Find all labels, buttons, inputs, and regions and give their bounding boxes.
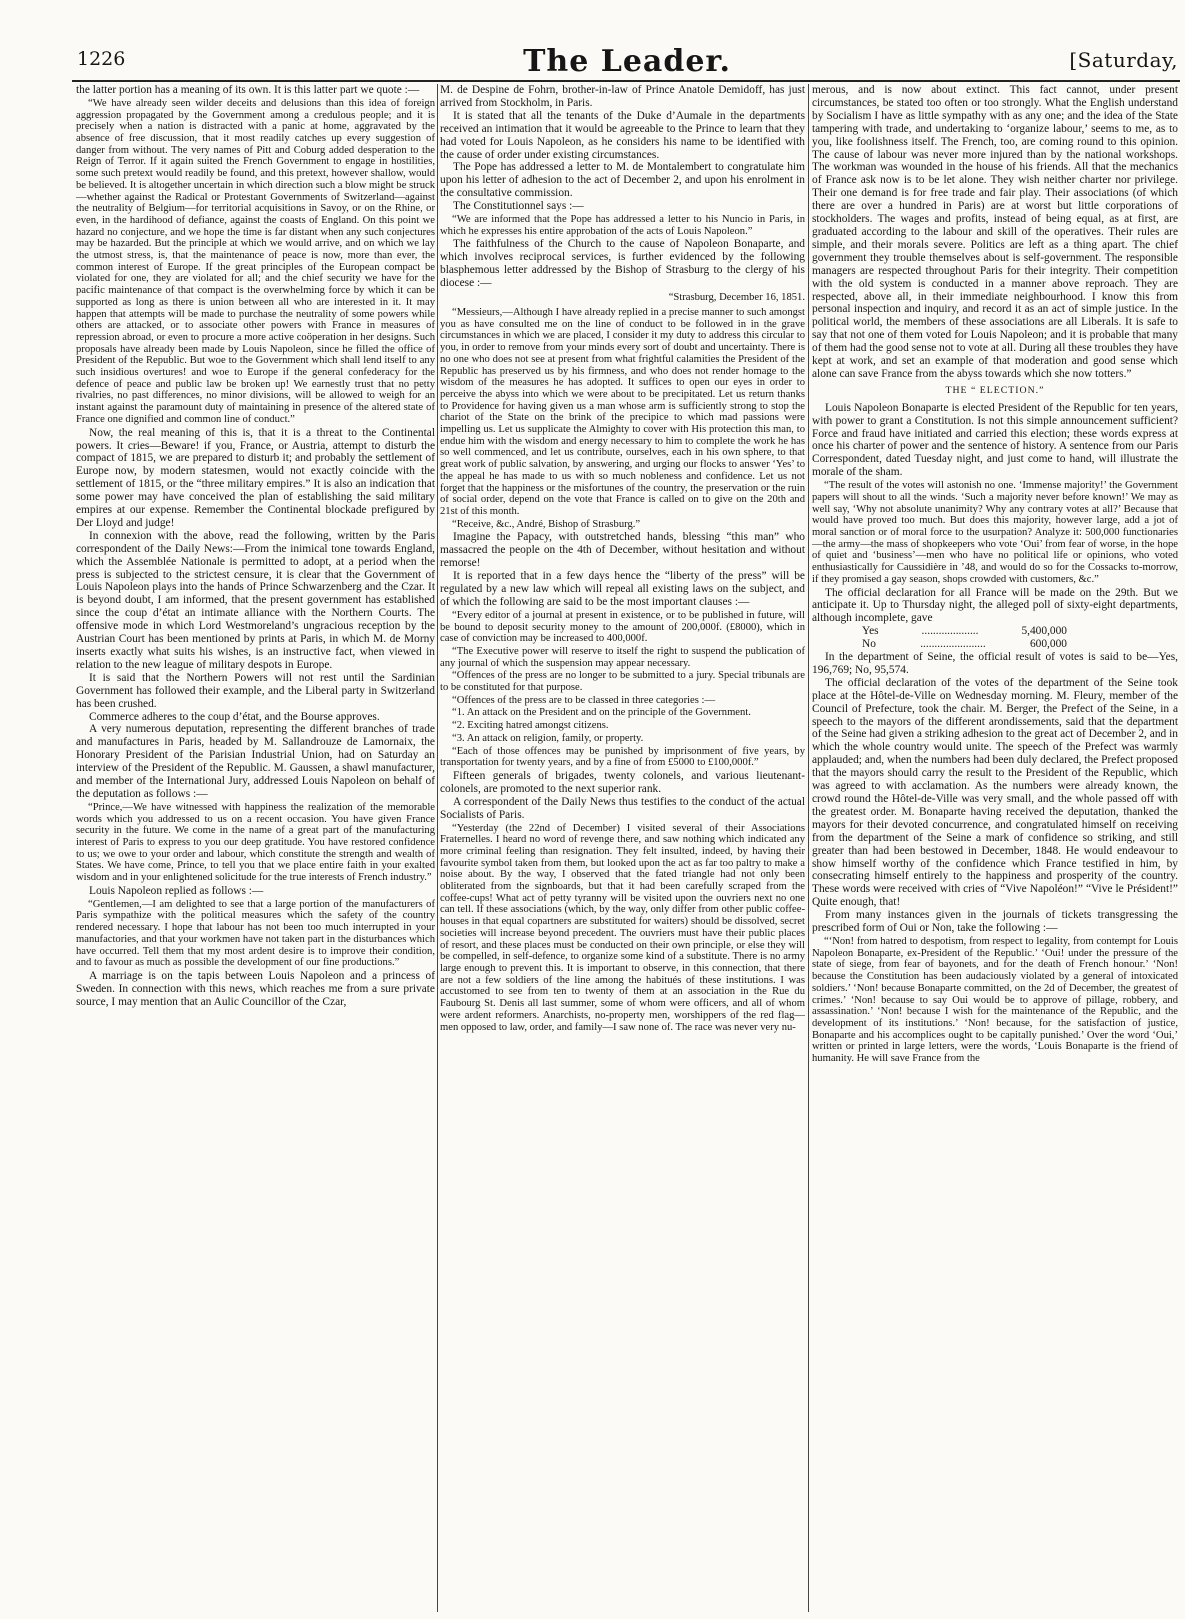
paragraph: In connexion with the above, read the following, written by the Paris correspondent of the Daily News:—From the inimical tone towards England, which the Assemblée Nationale is permitted to adopt, at a period when the press is subjected to the strictest censure, it is clear that the Government of Louis Napoleon plays into the hands of Prince Schwarzenberg and the Czar. It is beyond doubt, I am informed, that the present government has established since the coup d’état an intimate alliance with the Northern Courts. The offensive mode in which Lord Westmoreland’s ungracious reception by the Austrian Court has been mentioned by prints at Paris, in which M. de Morny inserts exactly what suits his wishes, is an instructive fact, when viewed in relation to the new league of military despots in Europe. [76,529,435,671]
paragraph: Now, the real meaning of this is, that it is a threat to the Continental powers. It cries—Beware! if you, France, or Austria, attempt to disturb the compact of 1815, we are prepared to disturb it; and probably the settlement of Europe now, by modern statesmen, would not exactly coincide with the settlement of 1815, or the “three military empires.” It is also an indication that some power may have conceived the plan of establishing the said military empires at our expense. Remember the Continental blockade prefigured by Der Lloyd and judge! [76,426,435,529]
masthead-title: The Leader. [523,44,731,79]
vote-row [862,625,1067,638]
quoted-text: “2. Exciting hatred amongst citizens. [452,720,609,732]
vote-value: 600,000 [1029,638,1067,651]
header-day: [Saturday, [1069,48,1178,72]
vote-value: 5,400,000 [1021,625,1067,638]
quoted-text: “‘Non! from hatred to despotism, from respect to legality, from contempt for Louis Napoleon Bonaparte, ex-President of the Republic.’ ‘Oui! under the pressure of the state of siege, from fear of bayonets, and for the death of French honour.’ ‘Non! because the Constitution has been audaciously violated by a general of intoxicated soldiers.’ ‘Non! because Bonaparte committed, on the 2d of December, the greatest of crimes.’ ‘Non! because to say Oui would be to approve of pillage, robbery, and assassination.’ ‘Non! because I wish for the maintenance of the Republic, and the development of its institutions.’ ‘Non! because, for the satisfaction of justice, Bonaparte and his accomplices ought to be capitally punished.’ Over the word ‘Oui,’ written or printed in large letters, were the words, ‘Louis Bonaparte is the friend of humanity. He will save France from the [812,935,1178,1065]
column-divider [808,84,809,1612]
paragraph: Fifteen generals of brigades, twenty colonels, and various lieutenant-colonels, are promoted to the next superior rank. [440,769,805,795]
paragraph: It is stated that all the tenants of the Duke d’Aumale in the departments received an intimation that it would be agreeable to the Prince to learn that they had voted for Louis Napoleon, as he considers his name to be identified with the cause of order under existing circumstances. [440,109,805,161]
quoted-text: “We are informed that the Pope has addressed a letter to his Nuncio in Paris, in which he expresses his entire approbation of the acts of Louis Napoleon.” [440,214,805,237]
quoted-text: “Gentlemen,—I am delighted to see that a large portion of the manufacturers of Paris sympathize with the political measures which the safety of the country rendered necessary. I hope that labour has not been too much interrupted in your manufactories, and that your workmen have not taken part in the disturbances which have occurred. Tell them that my most ardent desire is to improve their condition, and to favour as much as possible the development of our fine productions.” [76,898,435,969]
page-number: 1226 [77,48,126,70]
quoted-text: “Offences of the press are no longer to be submitted to a jury. Special tribunals are to be constituted for that purpose. [440,670,805,694]
quoted-text: “The Executive power will reserve to itself the right to suspend the publication of any journal of which the suspension may appear necessary. [440,645,805,669]
vote-label: Yes [862,625,879,638]
quoted-text: “Yesterday (the 22nd of December) I visited several of their Associations Fraternelles. I heard no word of revenge there, and saw nothing which indicated any more criminal feeling than resignation. They felt insulted, indeed, by having their favourite symbol taken from them, but looked upon the act as far too paltry to make a noise about. By the way, I observed that the fated triangle had not only been obliterated from the signboards, but that it had been carefully scraped from the coffee-cups! What act of petty tyranny will be visited upon the ouvriers next no one can tell. If these associations (which, by the way, only differ from other public coffee-houses in that equal copartners are substituted for waiters) should be dissolved, secret societies will increase beyond precedent. The ouvriers must have their public places of resort, and these places must be conducted on their own principle, or else they will be compelled, in self-defence, to organize some kind of a substitute. There is no army large enough to prevent this. It is important to observe, in this connection, that there are not a few soldiers of the line among the habitués of these institutions. I was accustomed to see from ten to twenty of them at an association in the Rue du Faubourg St. Denis all last summer, some of whom were officers, and all of whom were ardent reformers. Anarchists, no-property men, worshippers of the red flag—men opposed to law, order, and family—I saw none of. The race was never very nu- [440,822,805,1033]
quoted-text: “Prince,—We have witnessed with happiness the realization of the memorable words which you addressed to us on a recent occasion. You have given France security in the future. We come in the name of a great part of the manufacturing interest of Paris to express to you our deep gratitude. You have restored confidence to us; we owe to your order and labour, which constitute the strength and wealth of States. We have come, Prince, to tell you that we place entire faith in your exalted wisdom and in your enlightened solicitude for the true interests of French industry.” [76,801,435,884]
paragraph: From many instances given in the journals of tickets transgressing the prescribed form of Oui or Non, take the following :— [812,909,1178,935]
quoted-text: “Every editor of a journal at present in existence, or to be published in future, will be bound to deposit security money to the amount of 200,000f. (£8000), which in case of conviction may be increased to 400,000f. [440,609,805,645]
paragraph: The faithfulness of the Church to the cause of Napoleon Bonaparte, and which involves reciprocal services, is further evidenced by the following blasphemous letter addressed by the Bishop of Strasburg to the clergy of his diocese :— [440,238,805,290]
paragraph: A very numerous deputation, representing the different branches of trade and manufactures in Paris, headed by M. Sallandrouze de Lamornaix, the Honorary President of the Parisian Industrial Union, had on Saturday an interview of the President of the Republic. M. Gaussen, a shawl manufacturer, and member of the International Jury, addressed Louis Napoleon on behalf of the deputation as follows :— [76,723,435,800]
dateline: “Strasburg, December 16, 1851. [668,292,805,304]
paragraph: Commerce adheres to the coup d’état, and the Bourse approves. [89,710,380,723]
paragraph: The official declaration for all France will be made on the 29th. But we anticipate it. Up to Thursday night, the alleged poll of sixty-eight departments, although incomplete, gave [812,586,1178,625]
quoted-text: “Each of those offences may be punished by imprisonment of five years, by transportation for twenty years, and by a fine of from £5000 to £100,000f.” [440,745,805,769]
column-3 [812,84,1178,1614]
paragraph: The Pope has addressed a letter to M. de Montalembert to congratulate him upon his letter of adhesion to the act of December 2, and upon his enrolment in the consultative commission. [440,161,805,200]
paragraph: A marriage is on the tapis between Louis Napoleon and a princess of Sweden. In connection with this news, which reaches me from a sure private source, I may mention that an Aulic Councillor of the Czar, [76,969,435,1008]
paragraph: Louis Napoleon Bonaparte is elected President of the Republic for ten years, with power to grant a Constitution. Is not this simple announcement sufficient? Force and fraud have initiated and carried this election; these words express at once his charter of power and the sentence of history. A sentence from our Paris Correspondent, dated Tuesday night, and just come to hand, will illustrate the morale of the sham. [812,401,1178,479]
vote-dots: .................... [921,625,979,638]
paragraph: It is said that the Northern Powers will not rest until the Sardinian Government has followed their example, and the Liberal party in Switzerland has been crushed. [76,671,435,710]
column-divider [437,84,438,1612]
paragraph: merous, and is now about extinct. This fact cannot, under present circumstances, be stated too often or too strongly. What the English understand by Socialism I have as little sympathy with as any one; and the idea of the State tampering with trade, and undertaking to ‘organize labour,’ seems to me, as to you, like foolishness itself. The French, too, are coming round to this opinion. The cause of labour was never more injured than by the national workshops. The workman was wounded in the house of his friends. All that the mechanics of France ask now is to be let alone. They wish neither charter nor privilege. Their one demand is for free trade and fair play. Their associations (of which there are over a hundred in Paris) are at worst but little corporations of stockholders. The wages and profits, instead of being equal, as at first, are graduated according to the labour and skill of the operatives. Their rules are simple, and their morals severe. Politics are left as a thing apart. The chief government they trouble themselves about is self-government. The responsible managers are respected throughout Paris for their integrity. Their competition with the old system is conducted in a manner above reproach. They are respected, above all, in their immediate neighbourhood. I know this from personal inspection and inquiry, and record it as an act of simple justice. In the political world, the members of these associations are all Liberals. It is safe to say that not one of them voted for Louis Napoleon; and it is probable that many of them had the good sense not to vote at all. During all these troubles they have kept at work, and set an example of that moderation and good sense which alone can save France from the abyss towards which she now totters.” [812,84,1178,380]
paragraph: A correspondent of the Daily News thus testifies to the conduct of the actual Socialists of Paris. [440,795,805,821]
paragraph: Louis Napoleon replied as follows :— [89,884,264,897]
quoted-text: “The result of the votes will astonish no one. ‘Immense majority!’ the Government papers will shout to all the winds. ‘Such a majority never before known!’ We may as well say, ‘Why not absolute unanimity? Why any contrary votes at all?’ Because that would have proved too much. But does this majority, however large, add a jot of moral sanction or of moral force to the usurpation? Analyze it: 500,000 functionaries—the army—the mass of shopkeepers who vote ‘Oui’ from fear of worse, in the hope of quiet and ‘business’—men who have no political life or opinions, who voted enthusiastically for Caussidière in ’48, and would do so for the Cossacks to-morrow, if they promised a gay season, shops crowded with customers, &c.” [812,480,1178,585]
quoted-text: “Receive, &c., André, Bishop of Strasburg.” [452,518,641,530]
paragraph: In the department of Seine, the official result of votes is said to be—Yes, 196,769; No, 95,574. [812,651,1178,676]
paragraph: The Constitutionnel says :— [453,200,584,213]
paragraph: The official declaration of the votes of the department of the Seine took place at the Hôtel-de-Ville on Wednesday morning. M. Fleury, member of the Council of Prefecture, took the chair. M. Berger, the Prefect of the Seine, in a speech to the mayors of the different arondissements, said that the department of the Seine had given a striking adhesion to the great act of December 2, and in which the whole country would unite. The speech of the Prefect was warmly applauded; and, when the numbers had been duly declared, the Prefect proposed that the mayors should carry the result to the President of the Republic, which was agreed to with acclamation. As the numbers were already known, the crowd round the Hôtel-de-Ville was very small, and the whole passed off with the greatest order. M. Bonaparte having received the deputation, thanked the mayors for their devoted concurrence, and congratulated himself on receiving from the department of the Seine a mark of confidence so striking, and still greater than had been bestowed in December, 1848. He would endeavour to show himself worthy of the confidence which France testified in him, by consecrating himself entirely to the happiness and prosperity of the country. These words were received with cries of “Vive Napoléon!” “Vive le Président!” Quite enough, that! [812,676,1178,909]
paragraph: It is reported that in a few days hence the “liberty of the press” will be regulated by a new law which will repeal all existing laws on the subject, and of which the following are said to be the most important clauses :— [440,570,805,608]
column-1 [76,84,435,1614]
quoted-text: “We have already seen wilder deceits and delusions than this idea of foreign aggression propagated by the Government among a credulous people; and it is precisely when a nation is distracted with a panic at home, aggravated by the absence of free discussion, that it most readily catches up every suggestion of danger from without. The very names of Pitt and Coburg added desperation to the Reign of Terror. If it again suited the French Government to engage in hostilities, some such pretext would readily be found, and this pretext, however shallow, would be believed. It is altogether uncertain in which direction such a blow might be struck—whether against the Radical or Protestant Governments of Switzerland—against the neutrality of Belgium—for territorial acquisitions in Savoy, or on the Rhine, or even, in the hardihood of defiance, against the coasts of England. On this point we hazard no conjecture, and we hope the time is far distant when any such conjectures may be hazarded. But the principle at which we would arrive, and on which we lay the utmost stress, is, that the maintenance of peace is now, more than ever, the common interest of Europe. If the great principles of the European compact be violated for one, they are violated for all; and the chief security we have for the pacific maintenance of that compact is the overwhelming force by which it can be supported as long as there is union between all who are interested in it. It may happen that attempts will be made to purchase the neutrality of some powers while others are attacked, or to associate other powers with France in measures of repression abroad, or even to procure a more active coöperation in her designs. Such proposals have already been made by Louis Napoleon, since he filled the office of President of the Republic. But woe to the Government which shall lend itself to any such insidious overtures! and woe to Europe if the general confederacy for the defence of peace and public law be broken up! We earnestly trust that no petty rivalries, no past differences, no minor divisions, will be allowed to weigh for an instant against the paramount duty of maintaining in presence of the altered state of France one dignified and common line of conduct.” [76,97,435,425]
paragraph: the latter portion has a meaning of its own. It is this latter part we quote :— [76,84,420,96]
vote-dots: ....................... [920,638,986,651]
vote-row [862,638,1067,651]
column-2 [440,84,805,1614]
section-subhead: THE “ ELECTION.” [945,384,1045,396]
quoted-text: “Messieurs,—Although I have already replied in a precise manner to such amongst you as have consulted me on the line of conduct to be followed in in the grave circumstances in which we are placed, I consider it my duty to address this circular to you, in order to remove from your minds every sort of doubt and uncertainty. There is no one who does not see at present from what frightful calamities the President of the Republic has preserved us by his firmness, and who does not render homage to the wisdom of the measures he has adopted. It suffices to open our eyes in order to perceive the abyss into which we were about to be precipitated. Let us return thanks to Providence for having given us a man whose arm is sufficiently strong to stop the chariot of the State on the brink of the precipice to which mad passions were impelling us. Let us supplicate the Almighty to cover with His protection this man, to endue him with the wisdom and energy necessary to him to complete the work he has so well commenced, and let us contribute, ourselves, each in his own sphere, to that great work of public salvation, by answering, and urging our flocks to answer ‘Yes’ to the appeal he has made to us with so much nobleness and confidence. Let us not forget that the happiness or the misfortunes of the country, the preservation or the ruin of social order, depend on the vote that France is called on to give on the 20th and 21st of this month. [440,307,805,517]
quoted-text: “3. An attack on religion, family, or property. [452,732,644,744]
quoted-text: “Offences of the press are to be classed in three categories :— [452,694,716,706]
paragraph: Imagine the Papacy, with outstretched hands, blessing “this man” who massacred the people on the 4th of December, without hesitation and without remorse! [440,531,805,570]
vote-label: No [862,638,876,651]
quoted-text: “1. An attack on the President and on the principle of the Government. [452,707,751,719]
paragraph: M. de Despine de Fohrn, brother-in-law of Prince Anatole Demidoff, has just arrived from Stockholm, in Paris. [440,84,805,109]
header-rule [72,80,1180,82]
